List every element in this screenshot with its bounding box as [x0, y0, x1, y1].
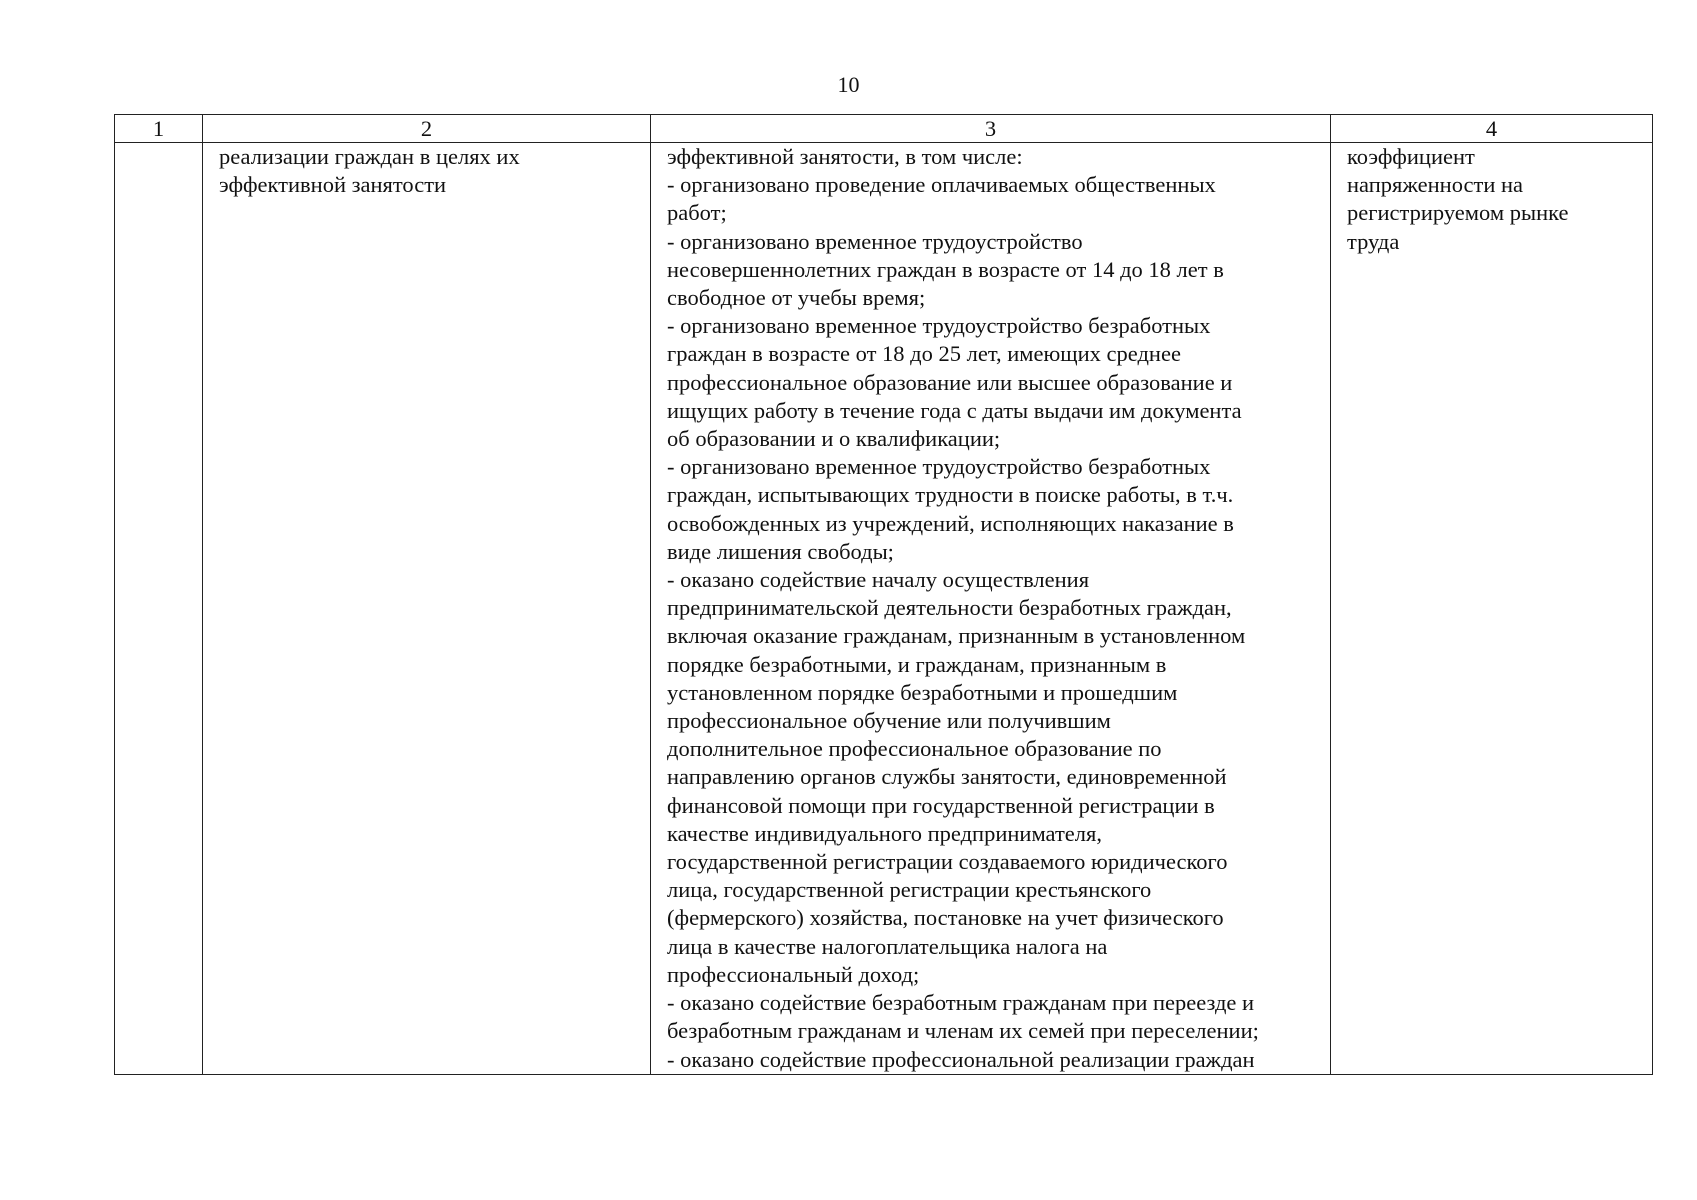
cell-text-line: лица, государственной регистрации крестьянского — [667, 877, 1152, 903]
cell-text-line: включая оказание гражданам, признанным в установленном — [667, 623, 1246, 649]
cell-text-line: освобожденных из учреждений, исполняющих наказание в — [667, 510, 1234, 536]
cell-text-line: ищущих работу в течение года с даты выдачи им документа — [667, 397, 1242, 423]
cell-text-line: профессиональный доход; — [667, 961, 920, 987]
cell-text-line: эффективной занятости — [219, 172, 447, 198]
cell-text-line: напряженности на — [1347, 172, 1524, 198]
cell-text-line: государственной регистрации создаваемого юридического — [667, 849, 1228, 875]
cell-text-line: профессиональное обучение или получившим — [667, 708, 1111, 734]
cell-text-line: работ; — [667, 200, 727, 226]
cell-text-line: профессиональное образование или высшее образование и — [667, 369, 1233, 395]
cell-text-line: - организовано временное трудоустройство — [667, 228, 1083, 254]
cell-text-line: - организовано проведение оплачиваемых общественных — [667, 172, 1216, 198]
cell-text-line: труда — [1347, 228, 1400, 254]
cell-text-line: - организовано временное трудоустройство безработных — [667, 313, 1211, 339]
cell-text-line: коэффициент — [1347, 144, 1475, 169]
cell-description — [651, 143, 1331, 1075]
cell-text-line: граждан, испытывающих трудности в поиске работы, в т.ч. — [667, 482, 1234, 508]
cell-text-line: дополнительное профессиональное образование по — [667, 736, 1162, 762]
cell-text-line: виде лишения свободы; — [667, 538, 894, 564]
cell-text-line: свободное от учебы время; — [667, 285, 926, 311]
table-row — [115, 143, 1653, 1075]
cell-text-line: предпринимательской деятельности безработных граждан, — [667, 595, 1232, 621]
cell-text-line: об образовании и о квалификации; — [667, 426, 1001, 452]
cell-text-line: установленном порядке безработными и прошедшим — [667, 679, 1178, 705]
cell-text-line: регистрируемом рынке — [1347, 200, 1569, 226]
cell-indicator — [1331, 143, 1653, 1075]
cell-text-line: направлению органов службы занятости, единовременной — [667, 764, 1227, 790]
cell-text-line: финансовой помощи при государственной регистрации в — [667, 792, 1215, 818]
cell-text-line: качестве индивидуального предпринимателя, — [667, 820, 1102, 846]
cell-text-line: граждан в возрасте от 18 до 25 лет, имеющих среднее — [667, 341, 1181, 367]
cell-text-line: - оказано содействие безработным гражданам при переезде и — [667, 990, 1255, 1016]
cell-text-line: - оказано содействие началу осуществления — [667, 567, 1090, 593]
cell-number — [115, 143, 203, 1075]
cell-text-line: несовершеннолетних граждан в возрасте от 14 до 18 лет в — [667, 256, 1224, 282]
cell-text-line: эффективной занятости, в том числе: — [667, 144, 1023, 169]
page-number: 10 — [837, 72, 860, 97]
cell-text-line: безработным гражданам и членам их семей при переселении; — [667, 1018, 1259, 1044]
cell-text-line: - организовано временное трудоустройство безработных — [667, 454, 1211, 480]
document-table — [114, 114, 1653, 1075]
table-header-row — [115, 115, 1653, 143]
cell-name — [203, 143, 651, 1075]
cell-text-line: - оказано содействие профессиональной реализации граждан — [667, 1046, 1255, 1072]
column-header-3: 3 — [651, 115, 1331, 143]
column-header-4: 4 — [1331, 115, 1653, 143]
column-header-2: 2 — [203, 115, 651, 143]
cell-text-line: (фермерского) хозяйства, постановке на учет физического — [667, 905, 1224, 931]
column-header-1: 1 — [115, 115, 203, 143]
cell-text-line: реализации граждан в целях их — [219, 144, 520, 169]
cell-text-line: лица в качестве налогоплательщика налога на — [667, 933, 1108, 959]
cell-text-line: порядке безработными, и гражданам, признанным в — [667, 651, 1167, 677]
